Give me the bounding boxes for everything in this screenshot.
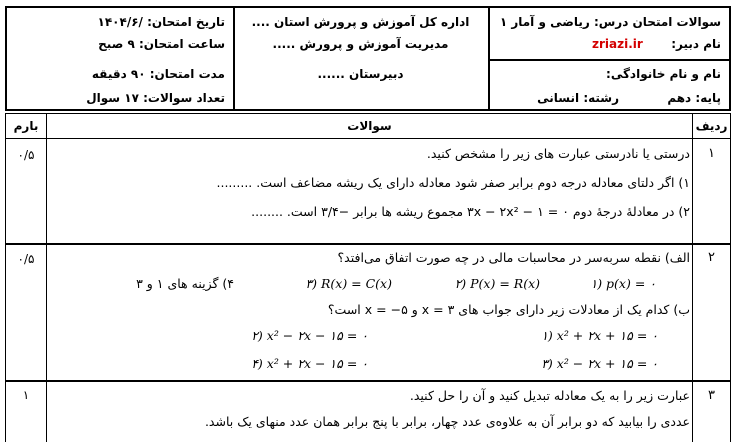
option-a-1: ۱) p(x) = ۰ bbox=[590, 276, 656, 291]
header-score: بارم bbox=[13, 119, 39, 133]
option-b-2: ۲) x² − ۲x − ۱۵ = ۰ bbox=[251, 328, 368, 343]
questions-table bbox=[5, 113, 731, 442]
question-score: ۰/۵ bbox=[17, 252, 35, 266]
grade: پایه: دهم bbox=[667, 91, 721, 105]
option-a-2: ۲) P(x) = R(x) bbox=[454, 276, 540, 291]
question-score: ۰/۵ bbox=[17, 148, 35, 162]
question-3-prompt: عبارت زیر را به یک معادله تبدیل کنید و آن را حل کنید. bbox=[409, 388, 690, 403]
teacher-name bbox=[592, 36, 721, 52]
option-b-4: ۴) x² + ۲x − ۱۵ = ۰ bbox=[251, 356, 368, 371]
question-count: تعداد سوالات: ۱۷ سوال bbox=[86, 91, 225, 105]
header-divider bbox=[488, 59, 729, 61]
row-divider bbox=[6, 138, 730, 139]
department-line1: اداره کل آموزش و پرورش استان .... bbox=[251, 15, 470, 29]
header-row-number: ردیف bbox=[695, 119, 728, 133]
option-b-1: ۱) x² + ۲x + ۱۵ = ۰ bbox=[541, 328, 658, 343]
teacher-label: نام دبیر: bbox=[671, 37, 721, 51]
department-line2: مدیریت آموزش و پرورش ..... bbox=[272, 37, 449, 51]
student-name: نام و نام خانوادگی: bbox=[606, 67, 721, 81]
option-a-3: ۳) R(x) = C(x) bbox=[305, 276, 392, 291]
school-name: دبیرستان ...... bbox=[317, 67, 404, 81]
question-score: ۱ bbox=[22, 388, 30, 402]
question-number: ۱ bbox=[708, 146, 715, 161]
exam-date: تاریخ امتحان: /۱۴۰۴/۶ bbox=[97, 15, 225, 29]
exam-duration: مدت امتحان: ۹۰ دقیقه bbox=[91, 67, 225, 81]
row-divider bbox=[6, 243, 730, 245]
row-divider bbox=[6, 380, 730, 382]
option-b-3: ۳) x² − ۲x + ۱۵ = ۰ bbox=[541, 356, 658, 371]
exam-title: سوالات امتحان درس: ریاضی و آمار ۱ bbox=[499, 15, 721, 29]
question-3-text: عددی را بیابید که دو برابر آن به علاوه‌ی عدد چهار، برابر با پنج برابر همان عدد منهای یک باشد. bbox=[204, 414, 690, 429]
question-number: ۲ bbox=[708, 250, 715, 265]
question-1-prompt: درستی یا نادرستی عبارت های زیر را مشخص کنید. bbox=[426, 146, 690, 161]
question-number: ۳ bbox=[708, 388, 715, 403]
column-divider bbox=[46, 114, 47, 442]
field: رشته: انسانی bbox=[537, 91, 619, 105]
exam-time: ساعت امتحان: ۹ صبح bbox=[98, 37, 225, 51]
question-2a-prompt: الف) نقطه سربه‌سر در محاسبات مالی در چه صورت اتفاق می‌افتد؟ bbox=[337, 250, 690, 265]
question-1-item-1: ۱) اگر دلتای معادله درجه دوم برابر صفر شود معادله دارای یک ریشه مضاعف است. ......... bbox=[216, 175, 690, 190]
exam-header bbox=[5, 6, 731, 111]
header-questions: سوالات bbox=[347, 119, 392, 133]
option-a-4: ۴) گزینه های ۱ و ۳ bbox=[136, 276, 234, 291]
question-1-item-2: ۲) در معادلهٔ درجهٔ دوم ۰ = ۱ − ۳x − ۲x² مجموع ریشه ها برابر −۳/۴ است. ........ bbox=[251, 204, 690, 219]
teacher-value: zriazi.ir bbox=[592, 37, 643, 51]
question-2b-prompt: ب) کدام یک از معادلات زیر دارای جواب های ۳ = x و ۵− = x است؟ bbox=[327, 302, 690, 317]
